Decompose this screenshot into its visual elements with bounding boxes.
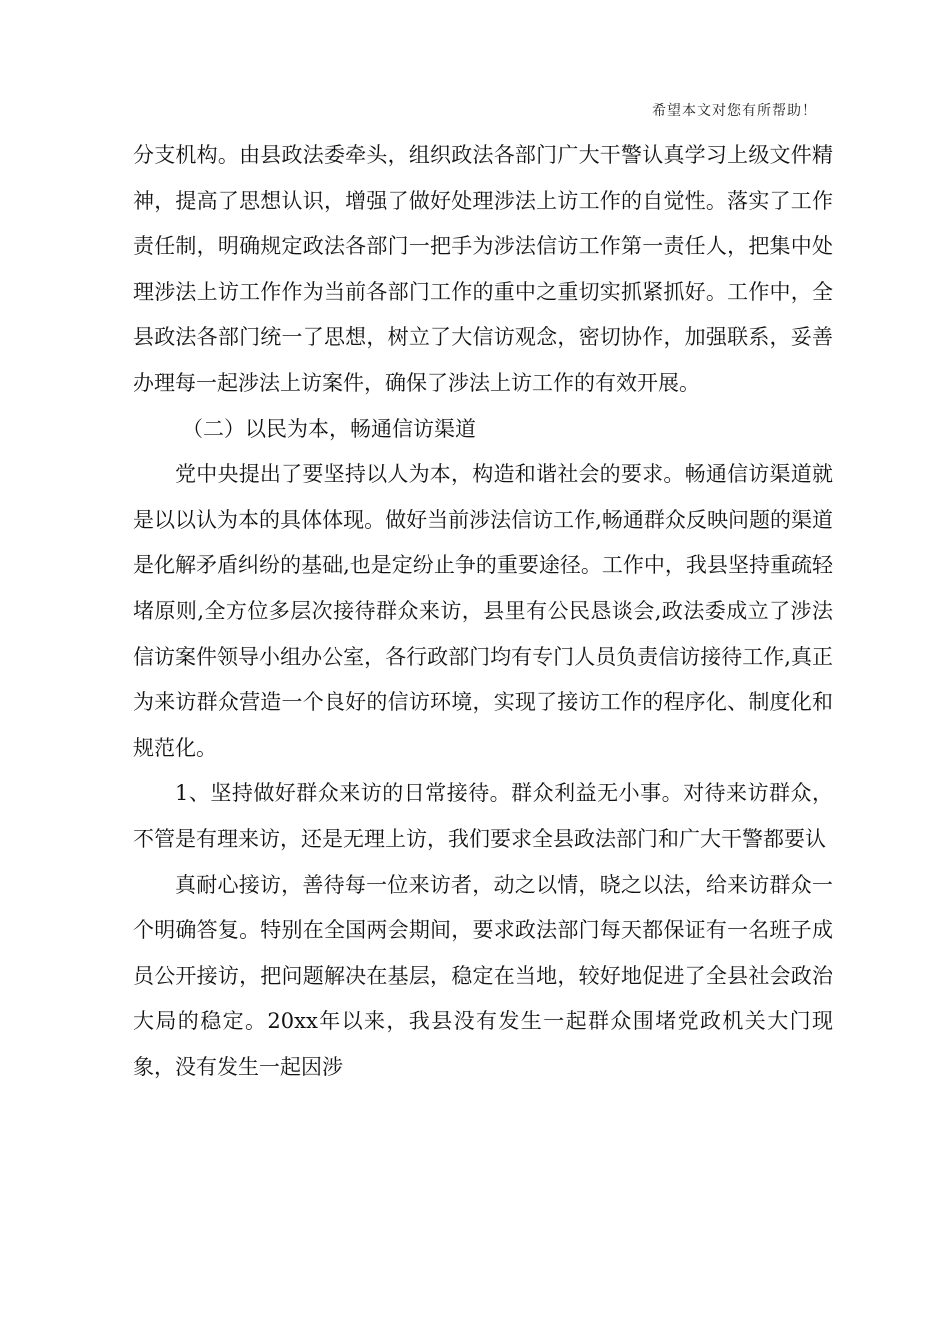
header-note: 希望本文对您有所帮助！ [652, 103, 817, 119]
document-body [133, 133, 833, 1090]
paragraph: 党中央提出了要坚持以人为本，构造和谐社会的要求。畅通信访渠道就是以以认为本的具体体现。做好当前涉法信访工作,畅通群众反映问题的渠道是化解矛盾纠纷的基础,也是定纷止争的重要途径。工作中，我县坚持重疏轻堵原则,全方位多层次接待群众来访，县里有公民恳谈会,政法委成立了涉法信访案件领导小组办公室，各行政部门均有专门人员负责信访接待工作,真正为来访群众营造一个良好的信访环境，实现了接访工作的程序化、制度化和规范化。 [133, 462, 833, 760]
paragraph: 1、坚持做好群众来访的日常接待。群众利益无小事。对待来访群众，不管是有理来访，还是无理上访，我们要求全县政法部门和广大干警都要认 [133, 781, 833, 851]
section-heading: （二）以民为本，畅通信访渠道 [182, 416, 476, 441]
paragraph: 真耐心接访，善待每一位来访者，动之以情，晓之以法，给来访群众一个明确答复。特别在全国两会期间，要求政法部门每天都保证有一名班子成员公开接访，把问题解决在基层，稳定在当地，较好地促进了全县社会政治大局的稳定。20xx年以来，我县没有发生一起群众围堵党政机关大门现象，没有发生一起因涉 [133, 872, 833, 1079]
paragraph-continuation: 分支机构。由县政法委牵头，组织政法各部门广大干警认真学习上级文件精神，提高了思想认识，增强了做好处理涉法上访工作的自觉性。落实了工作责任制，明确规定政法各部门一把手为涉法信访工作第一责任人，把集中处理涉法上访工作作为当前各部门工作的重中之重切实抓紧抓好。工作中，全县政法各部门统一了思想，树立了大信访观念，密切协作，加强联系，妥善办理每一起涉法上访案件，确保了涉法上访工作的有效开展。 [133, 143, 833, 395]
